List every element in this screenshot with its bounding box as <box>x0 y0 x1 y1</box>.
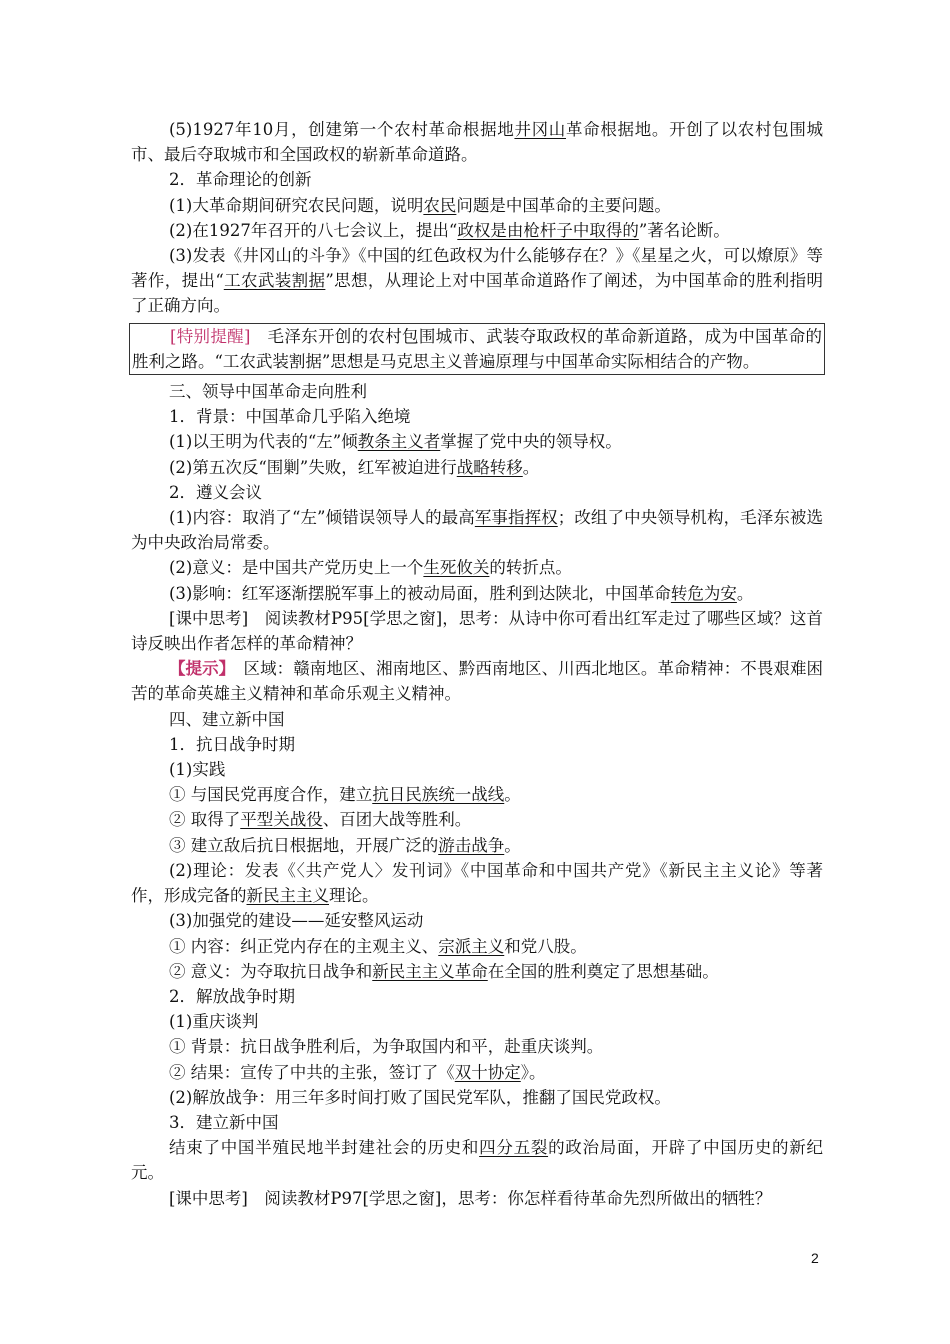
hint-label: 【提示】 <box>169 659 227 679</box>
paragraph-new-china: 结束了中国半殖民地半封建社会的历史和四分五裂的政治局面，开辟了中国历史的新纪元。 <box>131 1138 824 1183</box>
section-four-heading: 四、建立新中国 <box>169 709 285 729</box>
item-peasant-issue: (1)大革命期间研究农民问题，说明农民问题是中国革命的主要问题。 <box>169 195 671 215</box>
subheading-anti-japanese: 1．抗日战争时期 <box>169 734 295 754</box>
item-practice: (1)实践 <box>169 760 226 780</box>
item-zunyi-content: (1)内容：取消了“左”倾错误领导人的最高军事指挥权；改组了中央领导机构，毛泽东被选为中央政治局常委。 <box>131 508 824 553</box>
item-works: (3)发表《井冈山的斗争》《中国的红色政权为什么能够存在？》《星星之火，可以燎原》等著作，提出“工农武装割据”思想，从理论上对中国革命道路作了阐述，为中国革命的胜利指明了正确方向。 <box>131 246 824 316</box>
subheading-zunyi: 2．遵义会议 <box>169 482 262 502</box>
item-party-building: (3)加强党的建设——延安整风运动 <box>169 911 424 931</box>
hint-paragraph: 【提示】 区域：赣南地区、湘南地区、黔西南地区、川西北地区。革命精神：不畏艰难困苦的革命英雄主义精神和革命乐观主义精神。 <box>131 659 824 704</box>
item-zunyi-impact: (3)影响：红军逐渐摆脱军事上的被动局面，胜利到达陕北，中国革命转危为安。 <box>169 583 754 603</box>
subheading-background: 1．背景：中国革命几乎陷入绝境 <box>169 407 411 427</box>
item-united-front: ① 与国民党再度合作，建立抗日民族统一战线。 <box>169 785 521 805</box>
subheading-new-china: 3．建立新中国 <box>169 1112 279 1132</box>
subheading-liberation-war: 2．解放战争时期 <box>169 986 295 1006</box>
item-chongqing-result: ② 结果：宣传了中共的主张，签订了《双十协定》。 <box>169 1062 546 1082</box>
item-rectification-significance: ② 意义：为夺取抗日战争和新民主主义革命在全国的胜利奠定了思想基础。 <box>169 961 719 981</box>
item-theory: (2)理论：发表《〈共产党人〉发刊词》《中国革命和中国共产党》《新民主主义论》等著作，形成完备的新民主主义理论。 <box>131 860 823 906</box>
item-bayi-meeting: (2)在1927年召开的八七会议上，提出“政权是由枪杆子中取得的”著名论断。 <box>169 220 730 240</box>
item-chongqing-background: ① 背景：抗日战争胜利后，为争取国内和平，赴重庆谈判。 <box>169 1037 604 1057</box>
page-number: 2 <box>811 1250 819 1266</box>
item-guerrilla: ③ 建立敌后抗日根据地，开展广泛的游击战争。 <box>169 835 521 855</box>
heading-theory-innovation: 2．革命理论的创新 <box>169 170 312 190</box>
class-question-2: [课中思考] 阅读教材P97[学思之窗]，思考：你怎样看待革命先烈所做出的牺牲？ <box>169 1188 772 1208</box>
item-pingxingguan: ② 取得了平型关战役、百团大战等胜利。 <box>169 810 472 830</box>
paragraph-jinggangshan: (5)1927年10月，创建第一个农村革命根据地井冈山革命根据地。开创了以农村包围城市、最后夺取城市和全国政权的崭新革命道路。 <box>131 120 824 165</box>
item-wangming: (1)以王明为代表的“左”倾教条主义者掌握了党中央的领导权。 <box>169 432 622 452</box>
section-three-heading: 三、领导中国革命走向胜利 <box>169 382 367 402</box>
item-zunyi-significance: (2)意义：是中国共产党历史上一个生死攸关的转折点。 <box>169 558 572 578</box>
item-rectification-content: ① 内容：纠正党内存在的主观主义、宗派主义和党八股。 <box>169 936 587 956</box>
document-body <box>131 117 823 1211</box>
item-liberation-war: (2)解放战争：用三年多时间打败了国民党军队，推翻了国民党政权。 <box>169 1087 671 1107</box>
item-chongqing: (1)重庆谈判 <box>169 1012 259 1032</box>
special-reminder-label: [特别提醒] <box>170 326 251 346</box>
class-question-1: [课中思考] 阅读教材P95[学思之窗]，思考：从诗中你可看出红军走过了哪些区域？这首诗反映出作者怎样的革命精神？ <box>131 608 823 654</box>
special-reminder-box: [特别提醒] 毛泽东开创的农村包围城市、武装夺取政权的革命新道路，成为中国革命的胜利之路。“工农武装割据”思想是马克思主义普遍原理与中国革命实际相结合的产物。 <box>129 323 825 375</box>
item-fifth-campaign: (2)第五次反“围剿”失败，红军被迫进行战略转移。 <box>169 457 540 477</box>
